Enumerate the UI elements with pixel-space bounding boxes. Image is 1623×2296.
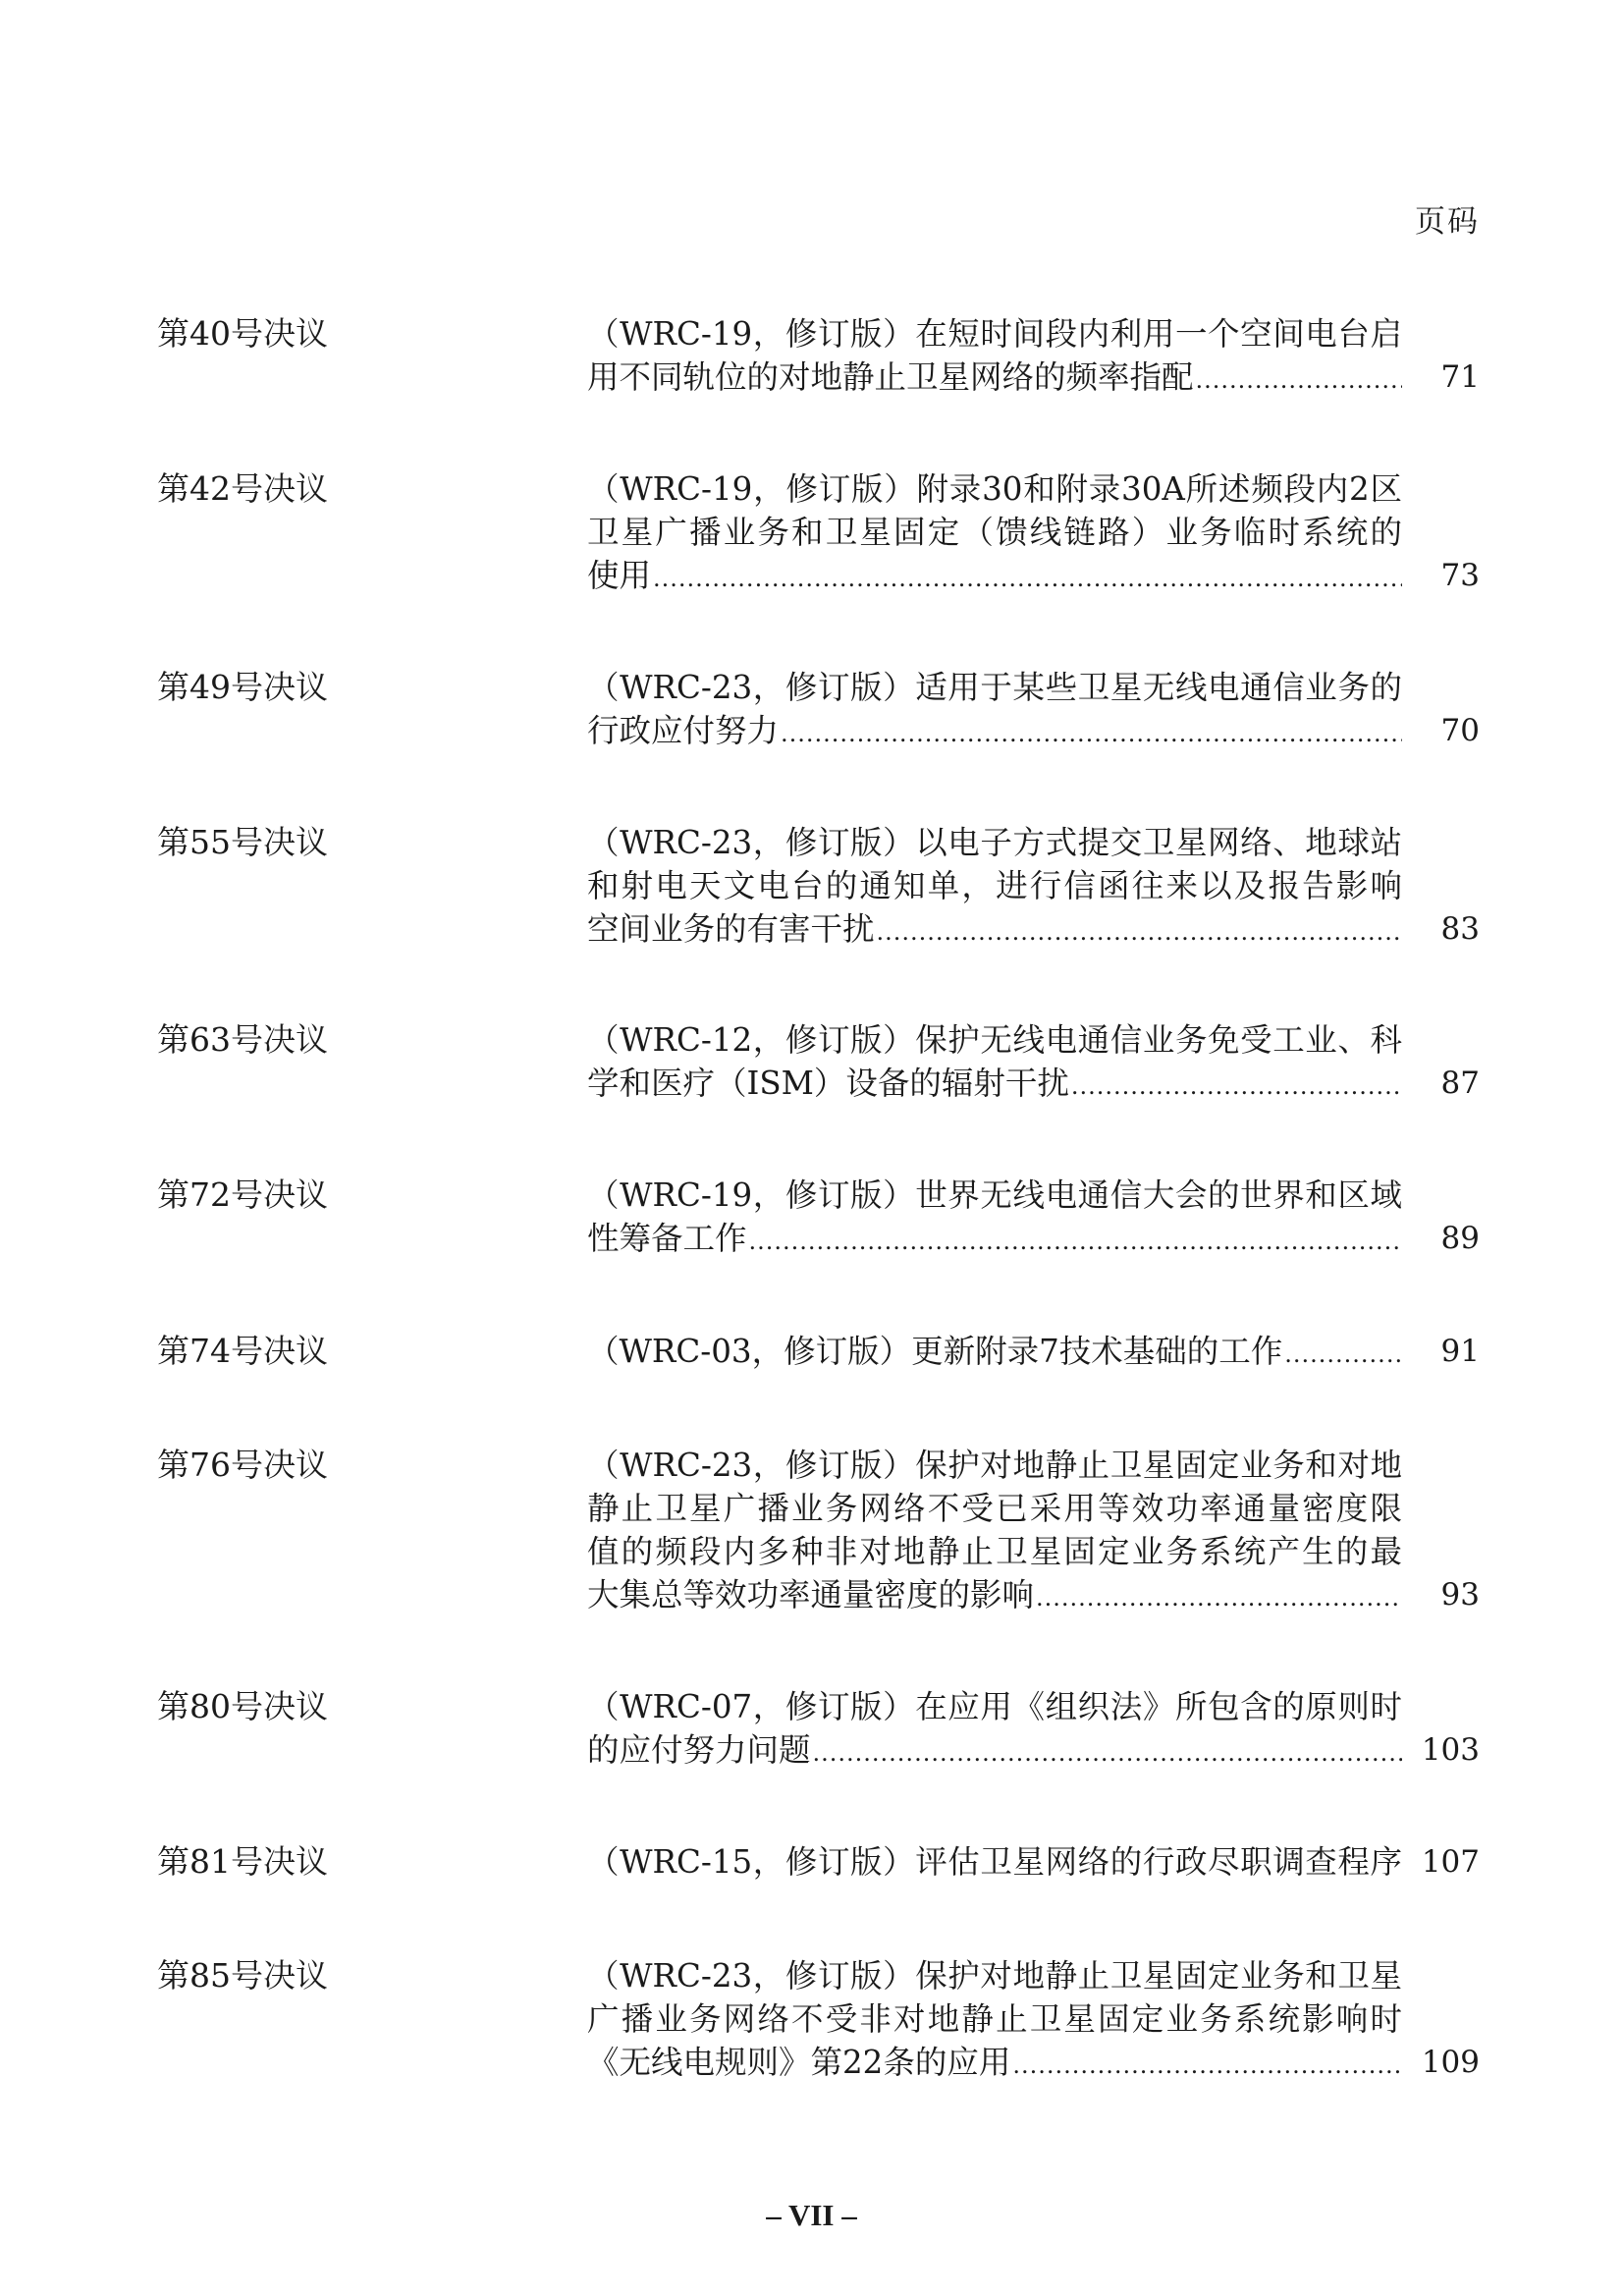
title-line-text: 性筹备工作	[587, 1220, 747, 1257]
resolution-label: 第49号决议	[157, 668, 328, 706]
resolution-title	[587, 467, 1402, 597]
title-line-last	[587, 1840, 1402, 1884]
resolution-title	[587, 1685, 1402, 1772]
title-line-text: 行政应付努力	[587, 712, 780, 749]
title-line-text: 使用	[587, 557, 652, 594]
dot-leader	[651, 557, 1402, 597]
resolution-label: 第80号决议	[157, 1687, 328, 1725]
page-number: 103	[1421, 1732, 1480, 1768]
page-number: 91	[1440, 1334, 1480, 1369]
title-line-text: 用不同轨位的对地静止卫星网络的频率指配	[587, 358, 1194, 396]
title-line: （WRC-23，修订版）适用于某些卫星无线电通信业务的	[587, 669, 1402, 706]
page-number: 73	[1440, 558, 1480, 593]
dot-leader	[875, 910, 1402, 951]
dot-leader	[1194, 358, 1402, 399]
title-line-last	[587, 709, 1402, 752]
dot-leader	[747, 1220, 1402, 1260]
resolution-label: 第40号决议	[157, 314, 328, 353]
title-line-last	[587, 1062, 1402, 1105]
resolution-title	[587, 821, 1402, 951]
resolution-title	[587, 1840, 1402, 1884]
title-line-last	[587, 1573, 1402, 1616]
resolution-title	[587, 1174, 1402, 1260]
title-line: （WRC-23，修订版）保护对地静止卫星固定业务和卫星	[587, 1957, 1402, 1995]
page-number: 107	[1421, 1844, 1480, 1880]
resolution-label: 第85号决议	[157, 1956, 328, 1995]
title-line: （WRC-23，修订版）以电子方式提交卫星网络、地球站	[587, 824, 1402, 861]
resolution-title	[587, 1330, 1402, 1373]
title-line-last	[587, 355, 1402, 399]
page-column-header: 页码	[1415, 204, 1480, 240]
title-line: 和射电天文电台的通知单，进行信函往来以及报告影响	[587, 867, 1402, 904]
dot-leader	[1010, 2044, 1402, 2084]
resolution-title	[587, 1018, 1402, 1105]
resolution-label: 第72号决议	[157, 1175, 328, 1214]
dot-leader	[1282, 1333, 1402, 1373]
page-number: 89	[1440, 1221, 1480, 1256]
title-line: （WRC-23，修订版）保护对地静止卫星固定业务和对地	[587, 1447, 1402, 1484]
title-line-text: 《无线电规则》第22条的应用	[587, 2044, 1011, 2081]
title-line-text: （WRC-03，修订版）更新附录7技术基础的工作	[587, 1333, 1283, 1370]
title-line-text: 大集总等效功率通量密度的影响	[587, 1576, 1035, 1613]
title-line-text: 的应付努力问题	[587, 1731, 811, 1769]
dot-leader	[811, 1731, 1402, 1772]
resolution-label: 第74号决议	[157, 1332, 328, 1370]
resolution-label: 第55号决议	[157, 823, 328, 861]
title-line-text: 空间业务的有害干扰	[587, 910, 875, 948]
page-number: 93	[1440, 1577, 1480, 1613]
title-line-last	[587, 907, 1402, 951]
resolution-label: 第42号决议	[157, 469, 328, 508]
title-line-last	[587, 554, 1402, 597]
resolution-title	[587, 1954, 1402, 2084]
title-line: （WRC-19，修订版）世界无线电通信大会的世界和区域	[587, 1176, 1402, 1214]
title-line-last	[587, 2041, 1402, 2084]
title-line-text: （WRC-15，修订版）评估卫星网络的行政尽职调查程序	[587, 1843, 1402, 1881]
title-line: 广播业务网络不受非对地静止卫星固定业务系统影响时	[587, 2000, 1402, 2038]
title-line: 静止卫星广播业务网络不受已采用等效功率通量密度限	[587, 1490, 1402, 1527]
title-line-text: 学和医疗（ISM）设备的辐射干扰	[587, 1065, 1069, 1102]
resolution-label: 第76号决议	[157, 1446, 328, 1484]
resolution-title	[587, 1444, 1402, 1616]
dot-leader	[1069, 1065, 1402, 1105]
dot-leader	[779, 712, 1402, 752]
title-line: （WRC-19，修订版）在短时间段内利用一个空间电台启	[587, 315, 1402, 353]
page-number: 83	[1440, 911, 1480, 947]
page-number: 87	[1440, 1066, 1480, 1101]
resolution-title	[587, 666, 1402, 752]
title-line-last	[587, 1330, 1402, 1373]
title-line: （WRC-12，修订版）保护无线电通信业务免受工业、科	[587, 1021, 1402, 1059]
page-number: 109	[1421, 2045, 1480, 2080]
title-line: 值的频段内多种非对地静止卫星固定业务系统产生的最	[587, 1533, 1402, 1570]
resolution-label: 第81号决议	[157, 1842, 328, 1881]
dot-leader	[1034, 1576, 1402, 1616]
page-number: 71	[1440, 359, 1480, 395]
title-line: 卫星广播业务和卫星固定（馈线链路）业务临时系统的	[587, 514, 1402, 551]
page-footer-number: – VII –	[766, 2198, 857, 2232]
title-line: （WRC-19，修订版）附录30和附录30A所述频段内2区	[587, 470, 1402, 508]
title-line-last	[587, 1217, 1402, 1260]
page-number: 70	[1440, 713, 1480, 748]
title-line: （WRC-07，修订版）在应用《组织法》所包含的原则时	[587, 1688, 1402, 1725]
resolution-label: 第63号决议	[157, 1020, 328, 1059]
resolution-title	[587, 312, 1402, 399]
title-line-last	[587, 1728, 1402, 1772]
